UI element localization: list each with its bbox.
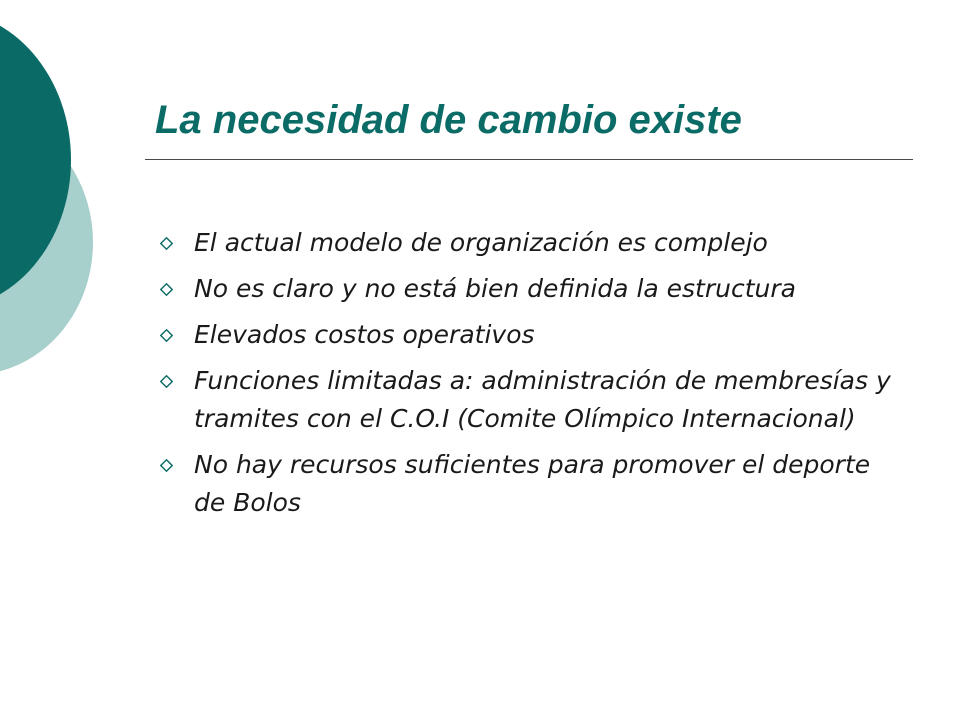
bullet-item <box>160 446 900 522</box>
diamond-bullet-icon <box>160 375 173 388</box>
diamond-bullet-icon <box>160 237 173 250</box>
diamond-bullet-icon <box>160 329 173 342</box>
bullet-text: Elevados costos operativos <box>194 320 535 349</box>
diamond-bullet-icon <box>160 459 173 472</box>
bullet-text: No es claro y no está bien definida la estructura <box>194 274 796 303</box>
bullet-item <box>160 316 900 354</box>
bullet-item <box>160 224 900 262</box>
diamond-bullet-icon <box>160 283 173 296</box>
slide-title: La necesidad de cambio existe <box>155 98 742 142</box>
bullet-text: El actual modelo de organización es complejo <box>194 228 768 257</box>
bullet-text: No hay recursos suficientes para promover el deporte de Bolos <box>194 450 871 517</box>
bullet-list <box>160 224 900 530</box>
bullet-item <box>160 362 900 438</box>
title-divider <box>145 159 913 160</box>
bullet-item <box>160 270 900 308</box>
bullet-text: Funciones limitadas a: administración de membresías y tramites con el C.O.I (Comite Olímpico Internacional) <box>194 366 891 433</box>
